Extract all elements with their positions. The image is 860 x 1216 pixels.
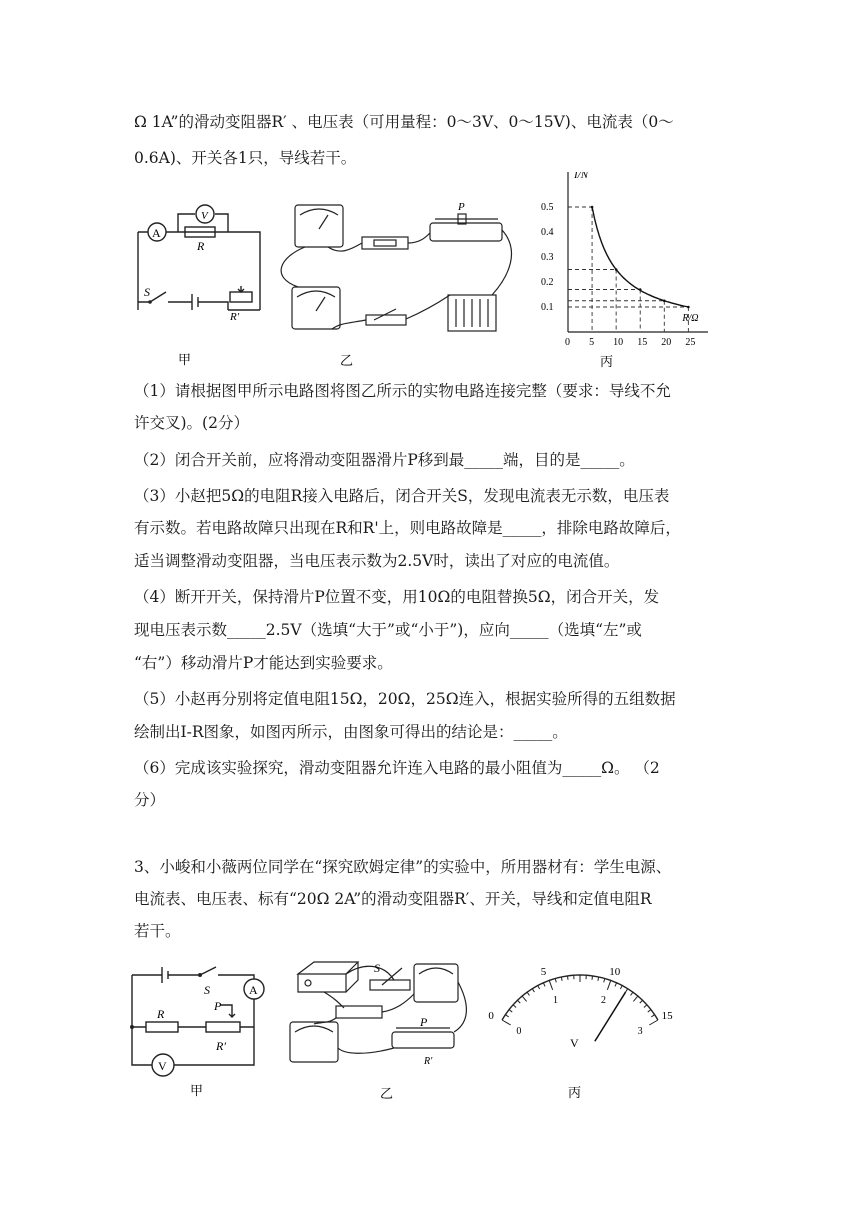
x-tick-label: 15 [637, 337, 648, 348]
q3-intro-line-1: 3、小峻和小薇两位同学在“探究欧姆定律”的实验中，所用器材有：学生电源、 [134, 858, 672, 876]
dial-tick [532, 989, 534, 992]
dial-tick [633, 996, 637, 1001]
ammeter-label: A [249, 983, 258, 997]
rheostat-label: R′ [424, 1056, 433, 1067]
figure-caption-jia: 甲 [190, 1083, 204, 1098]
figure-caption-yi: 乙 [380, 1086, 394, 1101]
dial-tick [592, 976, 593, 980]
resistor-label: R [197, 239, 205, 253]
dial-tick [626, 989, 628, 992]
data-point [663, 299, 666, 302]
q2-apparatus-yi [270, 195, 520, 370]
q2-question-line-12: （6）完成该实验探究，滑动变阻器允许连入电路的最小阻值为_____Ω。 （2 [134, 759, 660, 777]
dial-tick [615, 983, 617, 987]
q2-question-line-6: 适当调整滑动变阻器，当电压表示数为2.5V时，读出了对应的电流值。 [134, 552, 620, 570]
outer-scale-label: 10 [609, 966, 621, 979]
dial-pointer [595, 992, 626, 1041]
q2-question-line-7: （4）断开开关，保持滑片P位置不变，用10Ω的电阻替换5Ω，闭合开关，发 [134, 588, 660, 606]
y-tick-label: 0.1 [541, 302, 554, 313]
dial-tick [567, 976, 568, 980]
y-axis-label: I/N [574, 172, 589, 181]
q2-question-line-2: 许交叉)。(2分） [134, 414, 249, 432]
dial-tick [522, 996, 526, 1001]
switch-label: S [374, 961, 380, 975]
outer-scale-label: 0 [488, 1010, 494, 1022]
figure-caption-jia: 甲 [178, 352, 192, 367]
x-tick-label: 5 [589, 337, 595, 348]
q2-question-line-1: （1）请根据图甲所示电路图将图乙所示的实物电路连接完整（要求：导线不允 [134, 382, 671, 400]
outer-scale-label: 15 [661, 1010, 673, 1022]
dial-tick [644, 1005, 647, 1008]
q2-intro-line-1: Ω 1A”的滑动变阻器R′ 、电压表（可用量程：0～3V、0～15V)、电流表（0～ [134, 113, 674, 131]
q2-question-line-13: 分） [134, 791, 166, 809]
q3-circuit-diagram-jia [126, 955, 276, 1105]
q3-intro-line-3: 若干。 [134, 922, 181, 940]
dial-tick [631, 992, 633, 995]
y-tick-label: 0.5 [541, 202, 554, 213]
dial-tick [527, 992, 529, 995]
dial-tick [513, 1005, 516, 1008]
x-tick-label: 20 [661, 337, 672, 348]
ammeter-label: A [152, 226, 161, 240]
dial-tick [604, 978, 605, 982]
inner-scale-label: 0 [516, 1026, 522, 1037]
q2-question-line-5: 有示数。若电路故障只出现在R和R'上，则电路故障是_____，排除电路故障后， [134, 519, 681, 537]
dial-tick [640, 1000, 643, 1003]
q3-intro-line-2: 电流表、电压表、标有“20Ω 2A”的滑动变阻器R′、开关，导线和定值电阻R [134, 890, 652, 908]
dial-tick [620, 986, 622, 990]
slider-label: P [214, 999, 222, 1013]
rheostat-label: R′ [216, 1039, 226, 1053]
figure-caption-bing: 丙 [600, 354, 614, 369]
switch-label: S [144, 285, 150, 299]
dial-tick [538, 986, 540, 990]
y-tick-label: 0.3 [541, 252, 554, 263]
slider-label: P [458, 201, 465, 213]
q2-intro-line-2: 0.6A)、开关各1只，导线若干。 [134, 149, 357, 167]
q2-question-line-9: “右”）移动滑片P才能达到实验要求。 [134, 654, 393, 672]
q2-question-line-11: 绘制出I-R图象，如图丙所示，由图象可得出的结论是：_____。 [134, 723, 568, 741]
voltmeter-dial [480, 945, 680, 1105]
dial-tick [555, 978, 556, 982]
dial-tick [517, 1000, 520, 1003]
y-tick-label: 0.4 [541, 227, 554, 238]
rheostat-label: R' [230, 311, 240, 323]
dial-tick [509, 1010, 512, 1012]
i-r-chart [538, 172, 718, 372]
data-point [591, 206, 594, 209]
dial-tick [651, 1015, 654, 1017]
q2-question-line-8: 现电压表示数_____2.5V（选填“大于”或“小于”)，应向_____（选填“左”或 [134, 621, 642, 639]
dial-tick [607, 980, 610, 989]
inner-scale-label: 2 [600, 995, 606, 1007]
data-point [639, 288, 642, 291]
figure-caption-bing: 丙 [568, 1085, 582, 1100]
dial-tick [502, 1020, 511, 1025]
x-tick-label: 10 [613, 337, 624, 348]
dial-tick [649, 1020, 658, 1025]
dial-tick [648, 1010, 651, 1012]
q2-question-line-10: （5）小赵再分别将定值电阻15Ω，20Ω，25Ω连入，根据实验所得的五组数据 [134, 690, 676, 708]
voltmeter-label: V [158, 1059, 167, 1073]
resistor-label: R [157, 1007, 165, 1021]
y-tick-label: 0.2 [541, 277, 554, 288]
q3-apparatus-yi [284, 952, 474, 1102]
dial-tick [549, 980, 552, 989]
q2-circuit-diagram-jia [130, 192, 270, 370]
slider-label: P [420, 1015, 428, 1029]
q2-question-line-3: （2）闭合开关前，应将滑动变阻器滑片P移到最_____端，目的是_____。 [134, 451, 635, 469]
q2-question-line-4: （3）小赵把5Ω的电阻R接入电路后，闭合开关S，发现电流表无示数，电压表 [134, 487, 670, 505]
dial-unit: V [570, 1036, 579, 1050]
dial-tick [543, 983, 545, 987]
voltmeter-label: V [201, 210, 208, 222]
rheostat-symbol [230, 292, 252, 302]
x-tick-label: 0 [565, 337, 570, 348]
figure-caption-yi: 乙 [340, 353, 354, 368]
dial-tick [505, 1015, 508, 1017]
data-point [615, 268, 618, 271]
outer-scale-label: 5 [540, 966, 547, 979]
inner-scale-label: 3 [637, 1026, 643, 1037]
x-tick-label: 25 [685, 337, 696, 348]
x-axis-label: R/Ω [682, 313, 699, 324]
data-point [687, 306, 690, 309]
inner-scale-label: 1 [553, 995, 559, 1007]
switch-label: S [204, 983, 210, 997]
